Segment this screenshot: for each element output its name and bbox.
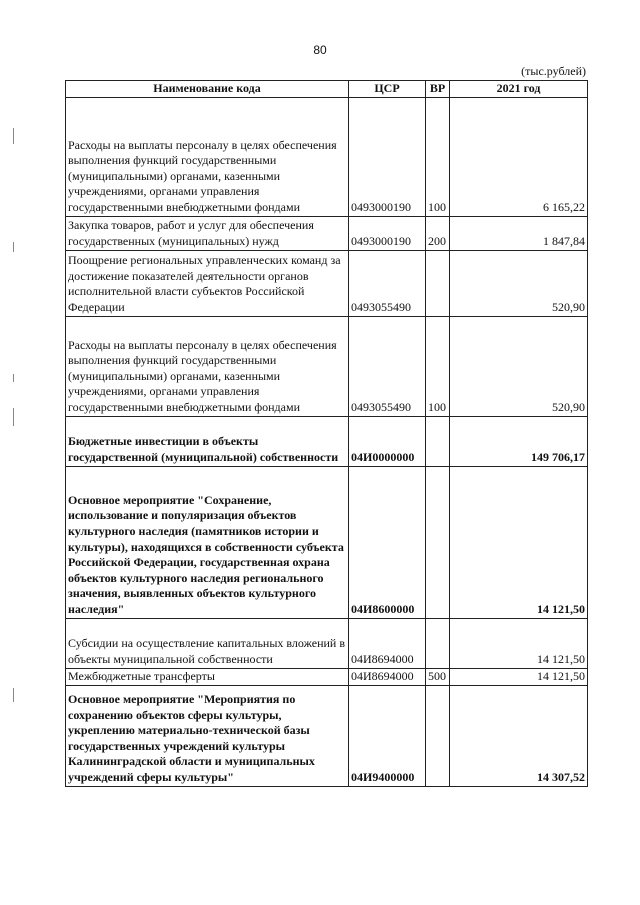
row-vr: 100 bbox=[426, 316, 450, 416]
row-csr: 04И0000000 bbox=[349, 416, 426, 466]
table-row bbox=[66, 216, 588, 250]
row-vr: 100 bbox=[426, 97, 450, 216]
row-csr: 04И8600000 bbox=[349, 466, 426, 618]
table-row bbox=[66, 685, 588, 786]
margin-mark bbox=[13, 688, 14, 702]
table-row bbox=[66, 316, 588, 416]
row-vr bbox=[426, 685, 450, 786]
table-row bbox=[66, 250, 588, 316]
row-vr: 500 bbox=[426, 668, 450, 685]
page-number: 80 bbox=[313, 43, 327, 57]
row-csr: 0493055490 bbox=[349, 316, 426, 416]
row-amount: 14 121,50 bbox=[450, 668, 588, 685]
row-amount: 1 847,84 bbox=[450, 216, 588, 250]
margin-mark bbox=[13, 374, 14, 382]
row-name: Расходы на выплаты персоналу в целях обеспечения выполнения функций государственными (муниципальными) органами, казенными учреждениями, органами управления государственными внебюджетными фондами bbox=[66, 316, 349, 416]
row-vr bbox=[426, 618, 450, 668]
row-csr: 0493000190 bbox=[349, 216, 426, 250]
margin-mark bbox=[13, 408, 14, 426]
row-name: Основное мероприятие "Сохранение, использование и популяризация объектов культурного наследия (памятников истории и культуры), находящихся в собственности субъекта Российской Федерации, государственная охрана объектов культурного наследия регионального значения, выявленных объектов культурного наследия" bbox=[66, 466, 349, 618]
table-row bbox=[66, 668, 588, 685]
margin-mark bbox=[13, 128, 14, 144]
row-name: Межбюджетные трансферты bbox=[66, 668, 349, 685]
row-name: Расходы на выплаты персоналу в целях обеспечения выполнения функций государственными (муниципальными) органами, казенными учреждениями, органами управления государственными внебюджетными фондами bbox=[66, 97, 349, 216]
row-amount: 14 121,50 bbox=[450, 618, 588, 668]
table-header-row bbox=[66, 81, 588, 98]
row-csr: 04И8694000 bbox=[349, 668, 426, 685]
budget-table bbox=[65, 80, 588, 787]
header-year: 2021 год bbox=[450, 81, 588, 98]
row-vr bbox=[426, 466, 450, 618]
row-name: Бюджетные инвестиции в объекты государственной (муниципальной) собственности bbox=[66, 416, 349, 466]
row-amount: 14 121,50 bbox=[450, 466, 588, 618]
row-csr: 04И9400000 bbox=[349, 685, 426, 786]
margin-mark bbox=[13, 242, 14, 252]
table-row bbox=[66, 416, 588, 466]
row-amount: 6 165,22 bbox=[450, 97, 588, 216]
row-name: Закупка товаров, работ и услуг для обеспечения государственных (муниципальных) нужд bbox=[66, 216, 349, 250]
row-amount: 14 307,52 bbox=[450, 685, 588, 786]
table-row bbox=[66, 618, 588, 668]
header-name: Наименование кода bbox=[66, 81, 349, 98]
row-csr: 04И8694000 bbox=[349, 618, 426, 668]
header-csr: ЦСР bbox=[349, 81, 426, 98]
row-name: Основное мероприятие "Мероприятия по сохранению объектов сферы культуры, укреплению материально-технической базы государственных учреждений культуры Калининградской области и муниципальных учреждений сферы культуры" bbox=[66, 685, 349, 786]
row-vr bbox=[426, 416, 450, 466]
row-csr: 0493000190 bbox=[349, 97, 426, 216]
units-label: (тыс.рублей) bbox=[521, 64, 586, 78]
table-row bbox=[66, 97, 588, 216]
row-amount: 149 706,17 bbox=[450, 416, 588, 466]
row-vr: 200 bbox=[426, 216, 450, 250]
row-name: Субсидии на осуществление капитальных вложений в объекты муниципальной собственности bbox=[66, 618, 349, 668]
row-name: Поощрение региональных управленческих команд за достижение показателей деятельности органов исполнительной власти субъектов Российской Федерации bbox=[66, 250, 349, 316]
row-vr bbox=[426, 250, 450, 316]
row-amount: 520,90 bbox=[450, 250, 588, 316]
row-csr: 0493055490 bbox=[349, 250, 426, 316]
table-row bbox=[66, 466, 588, 618]
header-vr: ВР bbox=[426, 81, 450, 98]
row-amount: 520,90 bbox=[450, 316, 588, 416]
